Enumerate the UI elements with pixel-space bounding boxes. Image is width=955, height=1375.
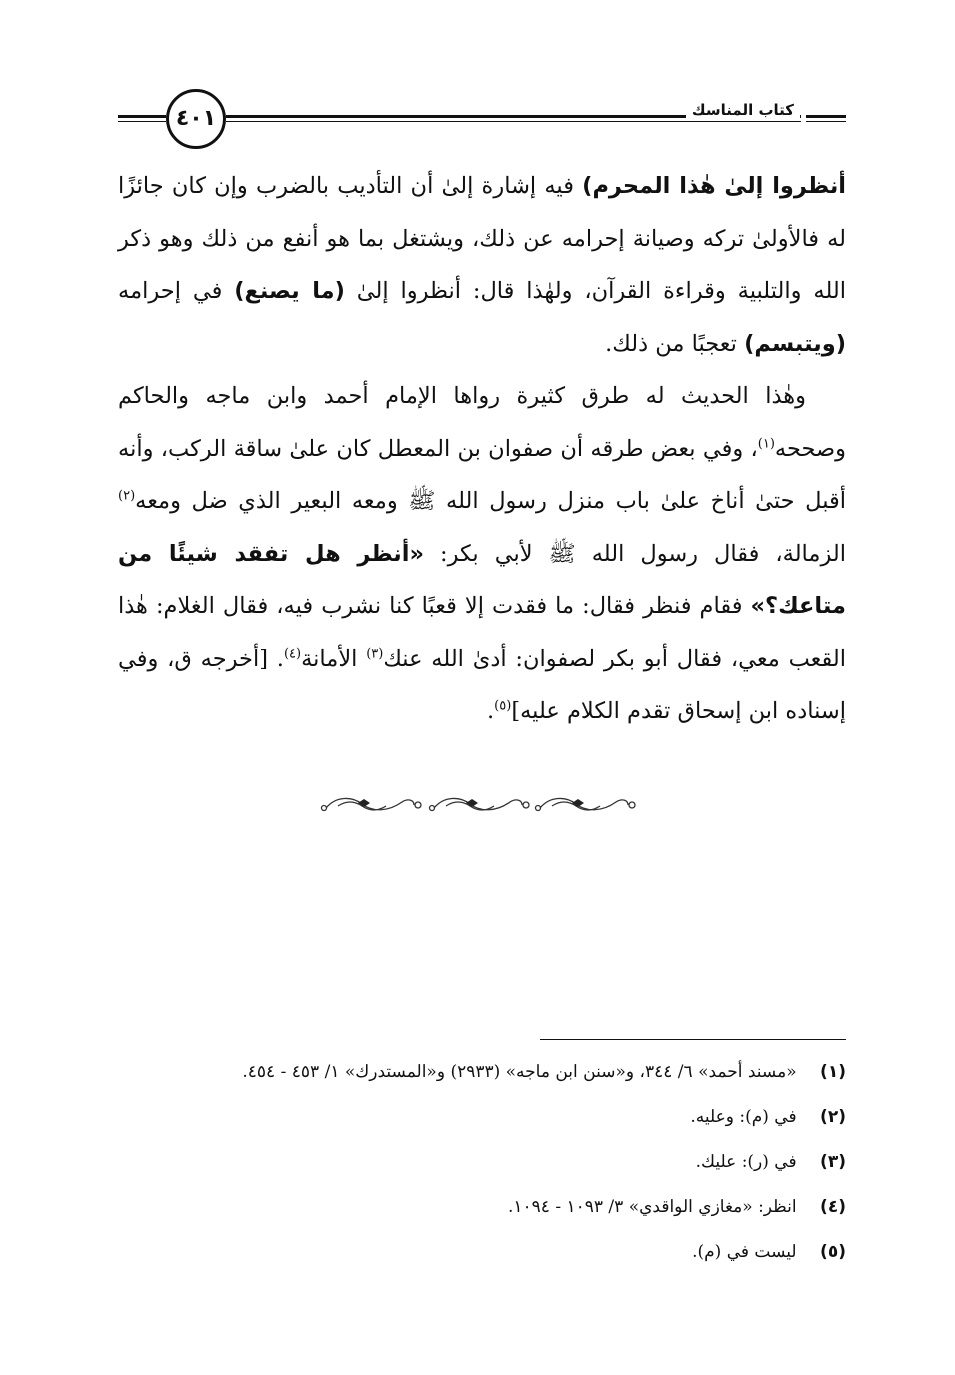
footnote-item	[110, 1185, 846, 1230]
header-rule	[118, 121, 166, 122]
footnote-text: في (م): وعليه.	[690, 1107, 797, 1127]
page-header	[118, 85, 846, 155]
footnotes	[110, 1050, 846, 1275]
text-run: وهٰذا الحديث له طرق كثيرة رواها الإمام أحمد وابن ماجه والحاكم وصححه	[118, 383, 846, 462]
footnote-item	[110, 1095, 846, 1140]
header-rule	[806, 115, 846, 118]
footnote-number: (٣)	[820, 1152, 846, 1172]
bold-phrase: «أنظر هل تفقد شيئًا من متاعك؟»	[118, 540, 846, 619]
footnote-item	[110, 1230, 846, 1275]
header-rule	[806, 121, 846, 122]
text-run: الزمالة، فقال رسول الله ﷺ لأبي بكر:	[424, 540, 846, 567]
footnote-separator	[540, 1039, 846, 1040]
bold-phrase: أنظروا إلىٰ هٰذا المحرم)	[582, 173, 846, 199]
header-rule	[226, 121, 801, 122]
footnote-marker[interactable]: (٣)	[366, 646, 384, 661]
paragraph-hadith	[118, 370, 846, 738]
bold-phrase: (ويتبسم)	[744, 330, 846, 357]
footnote-marker[interactable]: (٢)	[118, 488, 136, 504]
footnote-marker[interactable]: (٥)	[494, 698, 512, 714]
text-run: . [أخرجه ق، وفي إسناده ابن إسحاق تقدم الكلام عليه]	[118, 645, 846, 724]
paragraph-commentary	[118, 160, 846, 370]
footnote-number: (١)	[820, 1062, 846, 1082]
text-run: في إحرامه	[118, 278, 235, 304]
text-run: الأمانة	[301, 645, 367, 672]
footnote-text: «مسند أحمد» ٦/ ٣٤٤، و«سنن ابن ماجه» (٢٩٣٣) و«المستدرك» ١/ ٤٥٣ - ٤٥٤.	[242, 1062, 797, 1082]
text-run: ، وفي بعض طرقه أن صفوان بن المعطل كان علىٰ ساقة الركب، وأنه أقبل حتىٰ أناخ علىٰ باب منزل رسول الله ﷺ ومعه البعير الذي ضل ومعه	[118, 435, 846, 514]
bold-phrase: (ما يصنع)	[234, 278, 345, 304]
ornament-divider-icon	[318, 790, 638, 820]
footnote-text: انظر: «مغازي الواقدي» ٣/ ١٠٩٣ - ١٠٩٤.	[507, 1197, 797, 1217]
header-rule	[118, 115, 166, 118]
footnote-text: في (ر): عليك.	[695, 1152, 797, 1172]
footnote-item	[110, 1050, 846, 1095]
text-run: .	[487, 698, 495, 724]
running-title: كتاب المناسك	[686, 101, 800, 119]
footnote-item	[110, 1140, 846, 1185]
text-run: تعجبًا من ذلك.	[605, 330, 745, 357]
footnote-marker[interactable]: (٤)	[283, 646, 302, 661]
page-number: ٤٠١	[166, 89, 226, 149]
footnote-number: (٥)	[820, 1242, 846, 1262]
footnote-text: ليست في (م).	[692, 1242, 797, 1262]
main-text	[118, 160, 846, 738]
text-run: فيه إشارة إلىٰ أن التأديب بالضرب وإن كان جائزًا له فالأولىٰ تركه وصيانة إحرامه عن ذلك، ويشتغل بما هو أنفع من ذلك وهو ذكر الله والتلبية وقراءة القرآن، ولهٰذا قال: أنظروا إلىٰ	[118, 173, 847, 304]
footnote-number: (٤)	[820, 1197, 846, 1217]
footnote-marker[interactable]: (١)	[757, 436, 775, 451]
text-run: فقام فنظر فقال: ما فقدت إلا قعبًا كنا نشرب فيه، فقال الغلام: هٰذا القعب معي، فقال أبو بكر لصفوان: أدىٰ الله عنك	[118, 593, 847, 672]
footnote-number: (٢)	[820, 1107, 846, 1127]
